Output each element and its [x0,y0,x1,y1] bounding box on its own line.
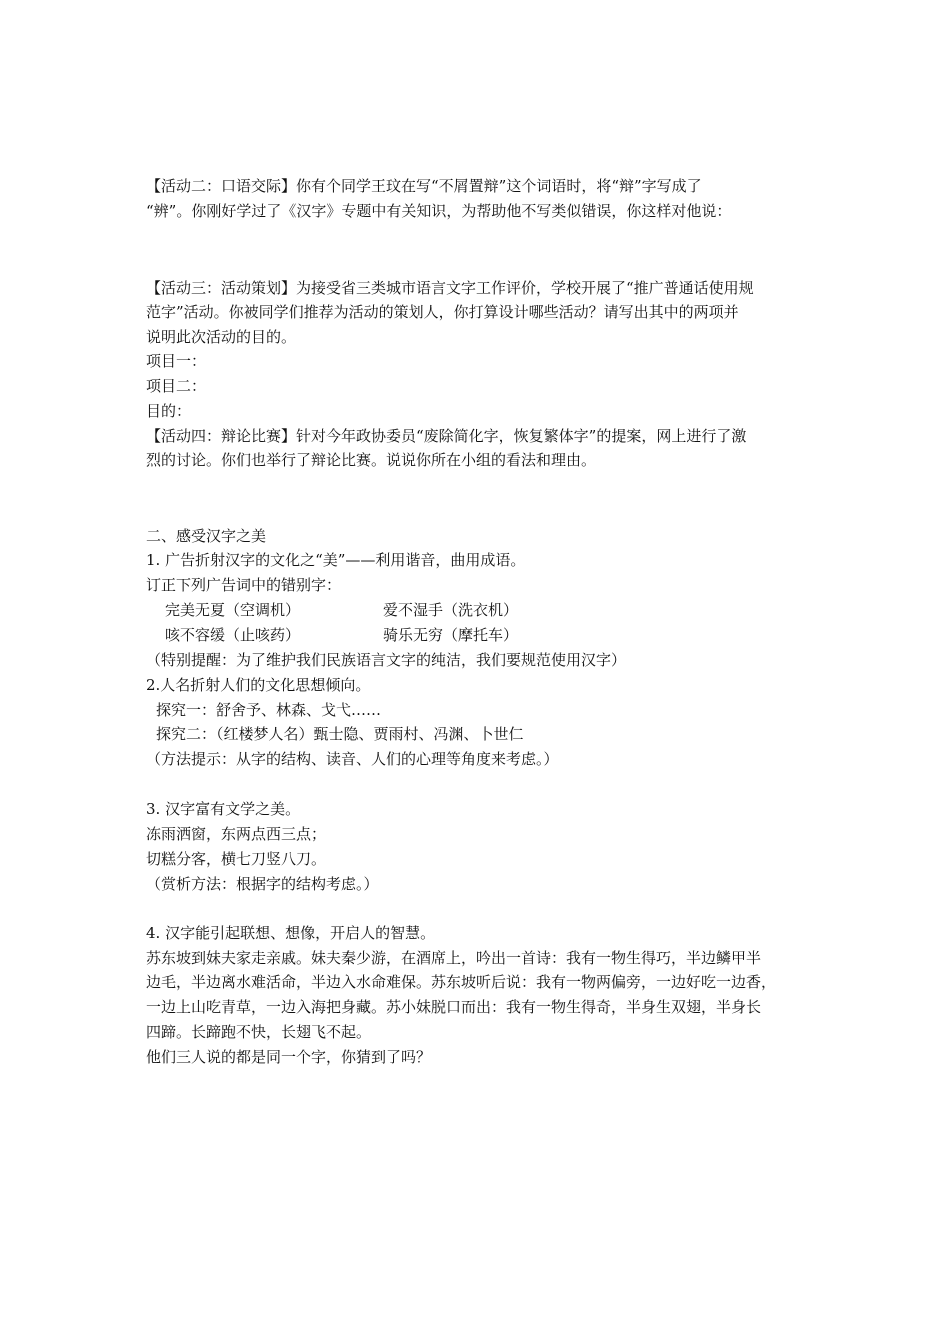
story-line: 四蹄。长蹄跑不快，长翅飞不起。 [146,1023,372,1041]
activity2-line2: “辨”。你刚好学过了《汉字》专题中有关知识，为帮助他不写类似错误，你这样对他说： [146,202,732,220]
ad-item: 骑乐无穷（摩托车） [383,626,519,644]
ad-item: 咳不容缓（止咳药） [165,626,301,644]
part1-instruction: 订正下列广告词中的错别字： [146,576,342,594]
ad-item: 完美无夏（空调机） [165,601,301,619]
activity4-line1: 【活动四：辩论比赛】针对今年政协委员“废除简化字，恢复繁体字”的提案，网上进行了激 [146,427,747,445]
activity3-line3: 说明此次活动的目的。 [146,328,297,346]
part4-title: 4. 汉字能引起联想、想像，开启人的智慧。 [146,924,436,942]
verse-line: 切糕分客，横七刀竖八刀。 [146,850,327,868]
purpose-label: 目的： [146,402,192,420]
verse-line: 冻雨洒窗，东两点西三点； [146,825,327,843]
project-two-label: 项目二： [146,377,207,395]
project-one-label: 项目一： [146,352,207,370]
part4-question: 他们三人说的都是同一个字，你猜到了吗？ [146,1048,432,1066]
activity3-line2: 范字”活动。你被同学们推荐为活动的策划人，你打算设计哪些活动？请写出其中的两项并 [146,303,739,321]
activity4-line2: 烈的讨论。你们也举行了辩论比赛。说说你所在小组的看法和理由。 [146,451,597,469]
story-line: 边毛，半边离水难活命，半边入水命难保。苏东坡听后说：我有一物两偏旁，一边好吃一边香， [146,973,777,991]
section-heading: 二、感受汉字之美 [146,527,267,545]
ad-item: 爱不湿手（洗衣机） [383,601,519,619]
story-line: 一边上山吃青草，一边入海把身藏。苏小妹脱口而出：我有一物生得奇，半身生双翅，半身长 [146,998,762,1016]
part1-title: 1. 广告折射汉字的文化之“美”——利用谐音，曲用成语。 [146,551,526,569]
explore-two: 探究二：（红楼梦人名）甄士隐、贾雨村、冯渊、卜世仁 [156,725,524,743]
part3-title: 3. 汉字富有文学之美。 [146,800,301,818]
story-line: 苏东坡到妹夫家走亲戚。妹夫秦少游，在酒席上，吟出一首诗：我有一物生得巧，半边鳞甲半 [146,949,762,967]
part1-note: （特别提醒：为了维护我们民族语言文字的纯洁，我们要规范使用汉字） [146,651,627,669]
part2-hint: （方法提示：从字的结构、读音、人们的心理等角度来考虑。） [146,750,559,768]
part2-title: 2.人名折射人们的文化思想倾向。 [146,676,371,694]
activity3-line1: 【活动三：活动策划】为接受省三类城市语言文字工作评价，学校开展了“推广普通话使用规 [146,279,754,297]
part3-method: （赏析方法：根据字的结构考虑。） [146,875,379,893]
activity2-line1: 【活动二：口语交际】你有个同学王玟在写“不屑置辩”这个词语时，将“辩”字写成了 [146,177,702,195]
explore-one: 探究一：舒舍予、林森、戈弋…… [156,701,382,719]
